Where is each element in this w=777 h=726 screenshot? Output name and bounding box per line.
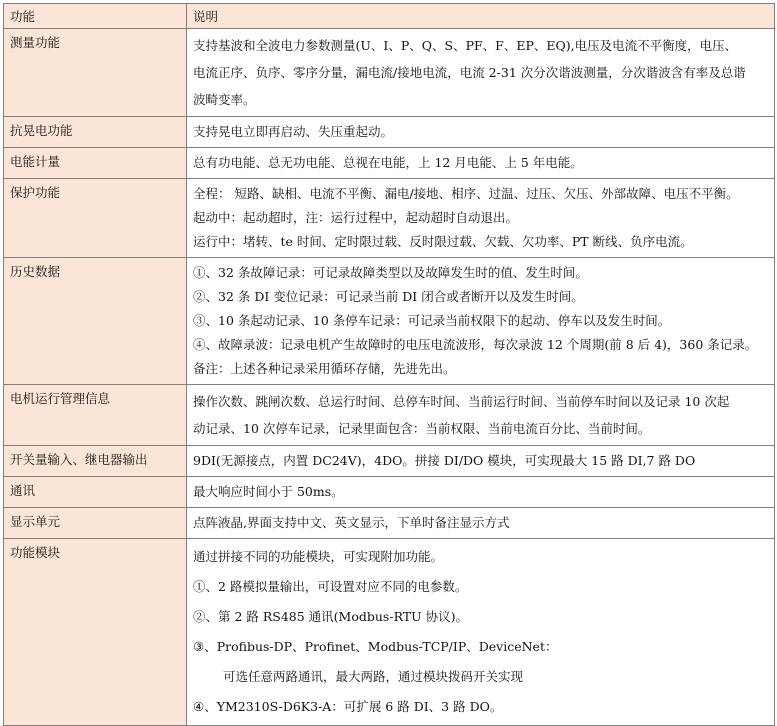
description-line: 波畸变率。 bbox=[193, 92, 256, 107]
table-row bbox=[4, 385, 775, 446]
description-line: 运行中：堵转、te 时间、定时限过载、反时限过载、欠载、欠功率、PT 断线、负序电流。 bbox=[193, 234, 693, 249]
function-name: 开关量输入、继电器输出 bbox=[4, 446, 187, 477]
function-spec-table bbox=[3, 3, 775, 726]
table-row bbox=[4, 508, 775, 539]
description-line: ④、YM2310S-D6K3-A：可扩展 6 路 DI、3 路 DO。 bbox=[193, 699, 503, 714]
table-row bbox=[4, 29, 775, 117]
function-name: 电机运行管理信息 bbox=[4, 385, 187, 446]
function-name: 功能模块 bbox=[4, 539, 187, 726]
table-row bbox=[4, 539, 775, 726]
function-description bbox=[187, 179, 775, 258]
description-line: 总有功电能、总无功电能、总视在电能，上 12 月电能、上 5 年电能。 bbox=[193, 155, 583, 170]
function-name: 历史数据 bbox=[4, 258, 187, 385]
description-line: 操作次数、跳闸次数、总运行时间、总停车时间、当前运行时间、当前停车时间以及记录 10 次起 bbox=[193, 394, 730, 409]
description-line: ④、故障录波：记录电机产生故障时的电压电流波形，每次录波 12 个周期(前 8 后 4)，360 条记录。 bbox=[193, 337, 758, 352]
description-line: 备注：上述各种记录采用循环存储，先进先出。 bbox=[193, 361, 456, 376]
description-line: 通过拼接不同的功能模块，可实现附加功能。 bbox=[193, 549, 444, 564]
description-line: 动记录、10 次停车记录，记录里面包含：当前权限、当前电流百分比、当前时间。 bbox=[193, 421, 651, 436]
function-description bbox=[187, 446, 775, 477]
table-row bbox=[4, 477, 775, 508]
header-function: 功能 bbox=[4, 4, 187, 29]
header-description: 说明 bbox=[187, 4, 775, 29]
function-description bbox=[187, 539, 775, 726]
description-line: ②、32 条 DI 变位记录：可记录当前 DI 闭合或者断开以及发生时间。 bbox=[193, 289, 584, 304]
function-name: 测量功能 bbox=[4, 29, 187, 117]
function-description bbox=[187, 117, 775, 148]
description-line: 支持基波和全波电力参数测量(U、I、P、Q、S、PF、F、EP、EQ),电压及电流不平衡度，电压、 bbox=[193, 38, 738, 53]
function-description bbox=[187, 508, 775, 539]
description-line: ②、第 2 路 RS485 通讯(Modbus-RTU 协议)。 bbox=[193, 609, 468, 624]
table-row bbox=[4, 117, 775, 148]
description-line: 电流正序、负序、零序分量，漏电流/接地电流，电流 2-31 次分次谐波测量，分次谐波含有率及总谐 bbox=[193, 65, 746, 80]
function-description bbox=[187, 148, 775, 179]
spec-table-container bbox=[3, 3, 775, 726]
function-description bbox=[187, 29, 775, 117]
function-description bbox=[187, 477, 775, 508]
table-row bbox=[4, 446, 775, 477]
description-line: 可选任意两路通讯，最大两路，通过模块拨码开关实现 bbox=[223, 669, 524, 684]
description-line: ①、2 路模拟量输出，可设置对应不同的电参数。 bbox=[193, 579, 468, 594]
description-line: 支持晃电立即再启动、失压重起动。 bbox=[193, 124, 394, 139]
description-line: 最大响应时间小于 50ms。 bbox=[193, 484, 344, 499]
table-row bbox=[4, 148, 775, 179]
function-name: 通讯 bbox=[4, 477, 187, 508]
description-line: 9DI(无源接点，内置 DC24V)，4DO。拼接 DI/DO 模块，可实现最大 15 路 DI,7 路 DO bbox=[193, 453, 696, 468]
table-row bbox=[4, 258, 775, 385]
description-line: 点阵液晶,界面支持中文、英文显示，下单时备注显示方式 bbox=[193, 515, 510, 530]
function-name: 保护功能 bbox=[4, 179, 187, 258]
description-line: 全程： 短路、缺相、电流不平衡、漏电/接地、相序、过温、过压、欠压、外部故障、电压不平衡。 bbox=[193, 186, 739, 201]
description-line: ③、10 条起动记录、10 条停车记录：可记录当前权限下的起动、停车以及发生时间。 bbox=[193, 313, 671, 328]
function-name: 显示单元 bbox=[4, 508, 187, 539]
function-name: 抗晃电功能 bbox=[4, 117, 187, 148]
description-line: ③、Profibus-DP、Profinet、Modbus-TCP/IP、DeviceNet： bbox=[193, 639, 558, 654]
function-description bbox=[187, 258, 775, 385]
function-name: 电能计量 bbox=[4, 148, 187, 179]
function-description bbox=[187, 385, 775, 446]
description-line: 起动中：起动超时，注：运行过程中，起动超时自动退出。 bbox=[193, 210, 519, 225]
table-header-row bbox=[4, 4, 775, 29]
table-row bbox=[4, 179, 775, 258]
description-line: ①、32 条故障记录：可记录故障类型以及故障发生时的值、发生时间。 bbox=[193, 265, 588, 280]
